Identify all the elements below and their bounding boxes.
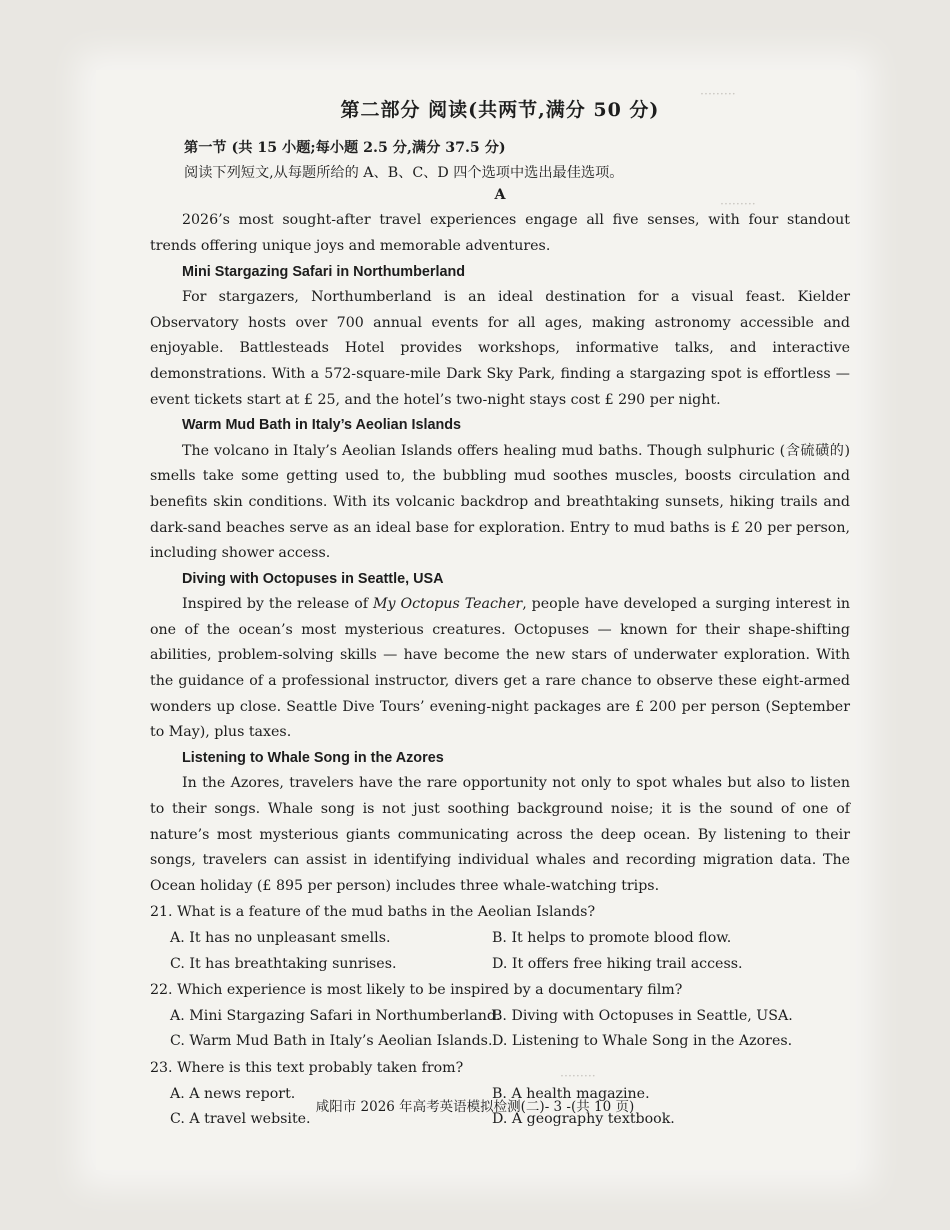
question-stem: 23. Where is this text probably taken from? bbox=[150, 1059, 464, 1076]
paragraph-mud-bath: The volcano in Italy’s Aeolian Islands offers healing mud baths. Though sulphuric (含硫磺的) smells take some getting used to, the bubbling mud soothes muscles, boosts circulation and benefits skin conditions. With its volcanic backdrop and breathtaking sunsets, hiking trails and dark-sand beaches serve as an ideal base for exploration. Entry to mud baths is £ 20 per person, including shower access. bbox=[150, 442, 850, 562]
page-footer: 咸阳市 2026 年高考英语模拟检测(二)- 3 -(共 10 页) bbox=[315, 1099, 635, 1115]
option-d: D. Listening to Whale Song in the Azores. bbox=[492, 1033, 793, 1050]
option-d: D. A geography textbook. bbox=[492, 1111, 675, 1128]
option-c: C. A travel website. bbox=[170, 1111, 311, 1128]
paragraph-stargazing: For stargazers, Northumberland is an ideal destination for a visual feast. Kielder Observatory hosts over 700 annual events for all ages, making astronomy accessible and enjoyable. Battlesteads Hotel provides workshops, informative talks, and interactive demonstrations. With a 572-square-mile Dark Sky Park, finding a stargazing spot is effortless — event tickets start at £ 25, and the hotel’s two-night stays cost £ 290 per night. bbox=[150, 289, 850, 408]
option-c: C. Warm Mud Bath in Italy’s Aeolian Islands. bbox=[170, 1033, 493, 1050]
option-b: B. It helps to promote blood flow. bbox=[492, 930, 732, 946]
question-22 bbox=[150, 978, 850, 1055]
option-a: A. A news report. bbox=[170, 1085, 296, 1102]
paragraph-octopus bbox=[150, 592, 850, 746]
paragraph-octopus-start: Inspired by the release of bbox=[182, 596, 373, 613]
section-heading-stargazing: Mini Stargazing Safari in Northumberland bbox=[182, 263, 466, 280]
exam-page bbox=[150, 98, 850, 1133]
option-d: D. It offers free hiking trail access. bbox=[492, 955, 743, 972]
question-21 bbox=[150, 900, 850, 977]
section-instructions: 阅读下列短文,从每题所给的 A、B、C、D 四个选项中选出最佳选项。 bbox=[184, 165, 624, 182]
bleed-through-mark: ········· bbox=[560, 1068, 596, 1083]
bleed-through-mark: ········· bbox=[720, 196, 756, 211]
question-stem: 21. What is a feature of the mud baths in the Aeolian Islands? bbox=[150, 904, 596, 921]
option-a: A. It has no unpleasant smells. bbox=[170, 930, 391, 946]
page-title: 第二部分 阅读(共两节,满分 50 分) bbox=[340, 99, 660, 121]
film-title: My Octopus Teacher bbox=[372, 596, 523, 613]
paragraph-octopus-rest: , people have developed a surging interest in one of the ocean’s most mysterious creatures. Octopuses — known for their shape-shifting abilities, problem-solving skills — have become the new stars of underwater exploration. With the guidance of a professional instructor, divers get a rare chance to observe these eight-armed wonders up close. Seattle Dive Tours’ evening-night packages are £ 200 per person (September to May), plus taxes. bbox=[150, 596, 850, 741]
section-heading-whale-song: Listening to Whale Song in the Azores bbox=[182, 749, 444, 766]
section-heading-mud-bath: Warm Mud Bath in Italy’s Aeolian Islands bbox=[182, 417, 462, 434]
passage-intro: 2026’s most sought-after travel experiences engage all five senses, with four standout trends offering unique joys and memorable adventures. bbox=[150, 212, 850, 254]
option-c: C. It has breathtaking sunrises. bbox=[170, 955, 397, 972]
option-b: B. A health magazine. bbox=[492, 1085, 650, 1102]
section-heading-octopus: Diving with Octopuses in Seattle, USA bbox=[182, 570, 444, 587]
passage-letter: A bbox=[494, 186, 506, 203]
section-heading: 第一节 (共 15 小题;每小题 2.5 分,满分 37.5 分) bbox=[184, 139, 506, 156]
paragraph-whale-song: In the Azores, travelers have the rare opportunity not only to spot whales but also to listen to their songs. Whale song is not just soothing background noise; it is the sound of one of nature’s most mysterious giants communicating across the deep ocean. By listening to their songs, travelers can assist in identifying individual whales and recording migration data. The Ocean holiday (£ 895 per person) includes three whale-watching trips. bbox=[150, 775, 850, 894]
option-a: A. Mini Stargazing Safari in Northumberland. bbox=[170, 1007, 501, 1024]
question-stem: 22. Which experience is most likely to be inspired by a documentary film? bbox=[150, 982, 683, 999]
bleed-through-mark: ········· bbox=[700, 86, 736, 101]
option-b: B. Diving with Octopuses in Seattle, USA. bbox=[492, 1007, 793, 1024]
